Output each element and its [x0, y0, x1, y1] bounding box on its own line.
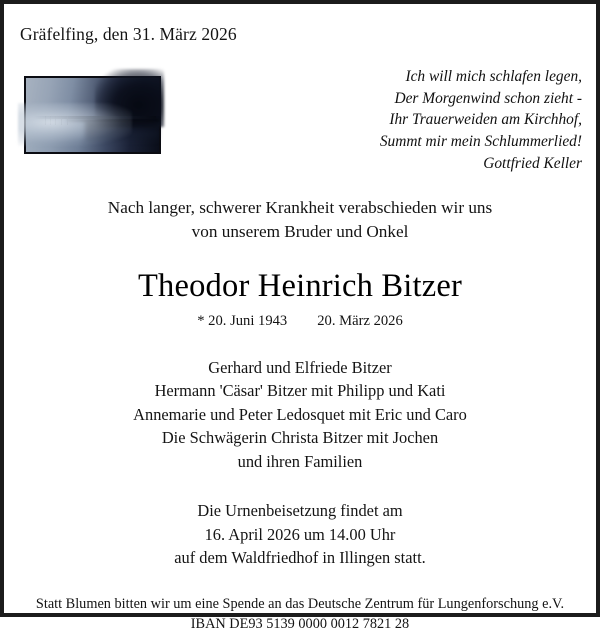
- place-and-date: Gräfelfing, den 31. März 2026: [20, 24, 237, 44]
- poem-line: Der Morgenwind schon zieht -: [394, 89, 582, 107]
- photo-fog-layer: [18, 103, 132, 146]
- misty-lake-photo-image: [26, 78, 159, 152]
- death-date: 20. März 2026: [317, 312, 403, 329]
- family-line: Annemarie und Peter Ledosquet mit Eric und Caro: [133, 404, 467, 424]
- donation-line: Statt Blumen bitten wir um eine Spende an das Deutsche Zentrum für Lungenforschung e.V.: [35, 595, 565, 612]
- poem-block: [380, 66, 582, 175]
- ceremony-line: 16. April 2026 um 14.00 Uhr: [204, 524, 396, 544]
- birth-date: * 20. Juni 1943: [197, 312, 288, 329]
- deceased-name: Theodor Heinrich Bitzer: [137, 267, 463, 304]
- intro-line: von unserem Bruder und Onkel: [191, 222, 409, 242]
- poem-line: Summt mir mein Schlummerlied!: [379, 133, 582, 151]
- memorial-photo: [24, 76, 161, 154]
- poem-author: Gottfried Keller: [483, 154, 582, 172]
- poem-line: Ich will mich schlafen legen,: [405, 68, 582, 85]
- intro-text: [14, 196, 586, 245]
- ceremony-details: [14, 499, 586, 569]
- family-line: Die Schwägerin Christa Bitzer mit Jochen: [161, 428, 439, 448]
- ceremony-line: auf dem Waldfriedhof in Illingen statt.: [174, 548, 426, 568]
- intro-line: Nach langer, schwerer Krankheit verabschieden wir uns: [107, 198, 493, 217]
- ceremony-line: Die Urnenbeisetzung findet am: [197, 501, 403, 521]
- family-line: Gerhard und Elfriede Bitzer: [208, 357, 392, 377]
- poem-line: Ihr Trauerweiden am Kirchhof,: [389, 111, 582, 129]
- family-line: und ihren Familien: [237, 451, 363, 471]
- header-row: [4, 4, 596, 174]
- donation-request: [14, 594, 586, 635]
- life-dates: [14, 313, 586, 330]
- family-list: [14, 356, 586, 473]
- family-line: Hermann 'Cäsar' Bitzer mit Philipp und Kati: [154, 381, 446, 401]
- donation-iban: IBAN DE93 5139 0000 0012 7821 28: [190, 616, 410, 633]
- notice-body: [4, 196, 596, 635]
